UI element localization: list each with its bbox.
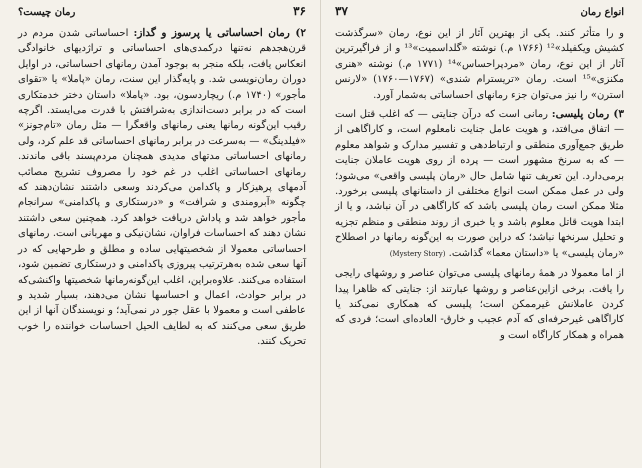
text-line: احساسات فراوان، نشان‌نیکی و مهربانی است. رمانهای (18, 228, 246, 240)
text-line: برابر حوادث، اعمال و احساسها نشان می‌دهند، بسیار (50, 289, 292, 301)
text-line: و روشها عبارتند از: جنایتی که ظاهرا پیدا کردن (335, 283, 624, 310)
text-line: به این‌گونه رمانها در اصطلاح «رمان پلیسی» یا (335, 232, 624, 259)
text-line: پرهیزکار و پاکدامن می‌کردند وسعی داشتند نشان‌دهند (28, 182, 272, 194)
text-line: خواهد کرد. همچنین سعی داشتند نشان دهند که (18, 212, 307, 240)
section3-paragraph (335, 107, 624, 262)
text-line: اغلب قتل است — اتفاق می‌افتد، و هویت عامل جنایت (335, 109, 624, 136)
intro-paragraph (335, 26, 624, 103)
text-line: را نیز می‌توان جزء رمانهای احساساتی به‌شمار آورد. (373, 89, 588, 101)
text-line: بوجود آمدن رمانهای احساساتی، در اوایل دوران (18, 58, 306, 86)
text-line: و ارتباط‌دهی و تفسیر مدارک و شواهد معلوم — که به (335, 139, 624, 167)
left-body (18, 26, 306, 350)
text-line: کشیش ویکفیلد»¹² (۱۷۶۶ م.) نوشته «گلداسمیت»¹³ و (391, 43, 624, 55)
text-line: داستان دختر خدمتکاری است که در برابر دست‌اندازی (18, 89, 306, 117)
text-line: شدید و عاطفی است و معمولا با عقل جور در نمی‌آید؛ (18, 289, 306, 317)
text-line: و نویسندگان آنها از این طریق سعی می‌کنند که به (18, 305, 306, 332)
running-head: انواع رمان (580, 7, 624, 18)
text-line: عناصر و روشهای رایجی را یافت. برخی ازاین‌عناصر (335, 268, 624, 295)
text-line: «تریسترام شندی» (۱۷۶۷—۱۷۶۰) «لارنس استرن» (335, 74, 624, 101)
text-line: اغلب در غم خود را مصروف تشریح مصائب آدمهای (18, 166, 307, 194)
text-line: همچنان مردم‌پسند باقی ماندند. رمانهای احساساتی (18, 151, 307, 178)
text-line: و منظم تجزیه و تحلیل سرنخها نباشد؛ که دراین صورت (335, 216, 624, 244)
text-line: به‌شرافتش با قدرت می‌ایستد. اگرچه رقیب این‌گونه (18, 105, 306, 132)
text-line: «داستان معما» گذاشت. (445, 247, 550, 259)
text-line: «تقوای مأجور» (۱۷۴۰ م.) ریچاردسون، بود. «پاملا» (18, 74, 306, 101)
text-line: پاکدامنی و درستکاری تضمین شود، استفاده می‌کنند. (18, 259, 306, 286)
text-line: واقعی» می‌شود؛ ولی در عمل ممکن است انواع (335, 170, 625, 198)
left-page-header (18, 4, 306, 20)
text-line: عاملانش غیرممکن است؛ پلیسی که همکاری نمی‌کند یا (335, 298, 594, 310)
page-number: ۳۶ (293, 4, 306, 18)
text-line: «فیلدینگ» — به‌سرعت در برابر رمانهای احساساتی (88, 135, 307, 147)
paragraph (18, 28, 306, 347)
text-line: رمان‌نویسی شد. و پایه‌گذار این سنت، رمان «پاملا» یا (47, 74, 278, 86)
paragraph (335, 109, 624, 259)
closing-paragraph (335, 266, 624, 343)
right-page (321, 0, 642, 468)
text-line: پاکدامنی» سرانجام مأجور خواهد شد و پاداش دریافت (18, 197, 306, 224)
text-line: برمی‌دارد. این تعریف تنها شامل حال «رمان پلیسی (405, 170, 624, 182)
text-line: و تراژدیهای خانوادگی انعکاس یافت، بلکه منجر به (18, 43, 307, 70)
section-heading: ۲) رمان احساساتی یا پرسوز و گداز: (133, 27, 306, 39)
text-line: احساساتی شدن مردم در قرن‌هجدهم نه‌تنها درکمدی‌های احساساتی (18, 28, 306, 55)
text-line: نامعلوم است، و کاراگاهی از طریق جمع‌آوری منطقی (335, 124, 624, 151)
text-line: سرنخ مشهور است — پرده از روی هویت عاملان جنایت (335, 155, 581, 167)
text-line: یکی از بهترین آثار از این نوع، رمان «سرگذشت (335, 28, 551, 39)
text-line: قد علم کرد، ولی رمانهای احساساتی مدتهای مدیدی (18, 135, 306, 163)
text-line: لطایف الحیل احساسات خواننده را خوب تحریک کنند. (18, 320, 306, 348)
text-line: رمان پلیسی باشد که کاراگاهی در آن نباشد، و یا از (335, 201, 553, 213)
text-line: العاده‌ای است؛ فردی که همراه و همکار کاراگاه است و (335, 314, 624, 341)
text-line: ابتدا هویت قاتل معلوم باشد و یا خبری از روند منطقی (393, 216, 624, 228)
text-line: و را متأثر کنند. (550, 28, 624, 39)
section-heading: ۳) رمان پلیسی: (551, 108, 625, 121)
running-head: رمان چیست؟ (18, 7, 76, 18)
text-line: (۱۷۷۱ م.) نوشته «هنری مکنزی»¹⁵ است. رمان (335, 58, 624, 86)
text-line: مختلفی از داستانهای پلیسی برخورد. مثلا ممکن است (335, 186, 624, 213)
text-line: از اما معمولا در همهٔ رمانهای پلیسی می‌توان (435, 268, 624, 280)
text-line: رمانها یعنی رمانهای واقعگرا — مثل رمان «تام‌جونز» (18, 120, 244, 132)
english-term: (Mystery Story) (389, 249, 446, 258)
right-page-header (335, 4, 624, 20)
page-number: ۳۷ (335, 4, 348, 18)
text-line: که چگونه «آبرومندی و شرافت» و «درستکاری و (18, 182, 306, 209)
text-line: از فراگیرترین آثار از این نوع، رمان «مردپراحساس»¹⁴ (335, 43, 624, 70)
text-line: احساساتی معمولا از شخصیتهایی ساده و مطلق و (85, 243, 306, 255)
text-line: رمانی است که درآن جنایتی — که (400, 109, 548, 121)
text-line: کاراگاهی غیرحرفه‌ای که آدم عجیب و خارق- (436, 314, 624, 326)
text-line: علاوه‌براین، اغلب این‌گونه‌رمانها شخصیتها واکنشی‌که در (18, 274, 306, 301)
text-line: طرحهایی که در آنها سعی شده به‌هرترتیب پیروزی (18, 243, 306, 271)
